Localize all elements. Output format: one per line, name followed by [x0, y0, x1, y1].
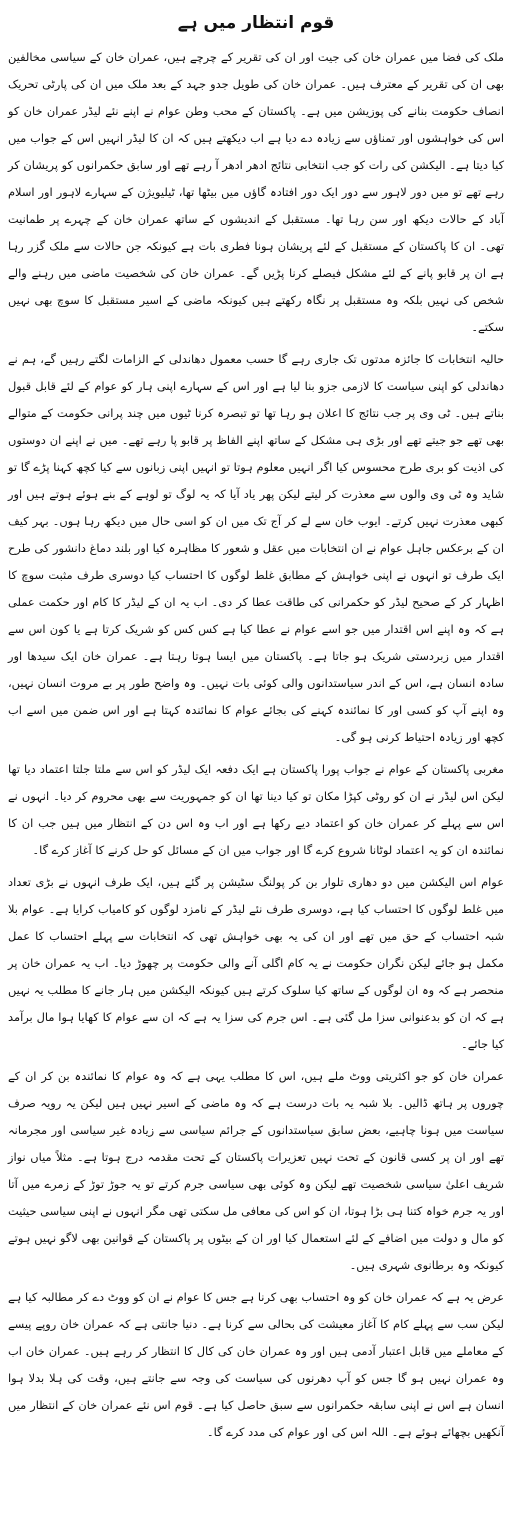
article-title: قوم انتظار میں ہے	[177, 13, 335, 33]
article-paragraph-2: حالیہ انتخابات کا جائزہ مدتوں تک جاری رہے گا حسب معمول دھاندلی کے الزامات لگتے رہیں گے، ہم نے دھاندلی کو اپنی سیاست کا لازمی جزو بنا لیا ہے اور اس کے سہارے اپنی ہار کو عوام کے لئے قابل قبول بناتے ہیں۔ ٹی وی پر جب نتائج کا اعلان ہو رہا تھا تو تبصرہ کرنا ٹیوں میں چند پرانی حکومت کے متوالے بھی تھے جو جیتے تھے اور بڑی ہی مشکل کے ساتھ اپنے الفاظ پر قابو پا رہے تھے۔ میں نے اپنے ان دوستوں کی اذیت کو بری طرح محسوس کیا اگر انہیں معلوم ہوتا تو انہیں اپنی زبانوں سے کیا کچھ کہنا پڑے گا تو شاید وہ ٹی وی والوں سے معذرت کر لیتے لیکن پھر یاد آیا کہ یہ لوگ تو لوہے کے بنے ہوئے ہوتے ہیں اور کبھی معذرت نہیں کرتے۔ ایوب خان سے لے کر آج تک میں ان کو اسی حال میں دیکھ رہا ہوں۔ بہر کیف ان کے برعکس جاہل عوام نے ان انتخابات میں عقل و شعور کا مظاہرہ کیا اور بلند دماغ دانشور کی طرح ایک طرف تو انہوں نے اپنی خواہش کے مطابق غلط لوگوں کا احتساب کیا دوسری طرف مثبت سوچ کا اظہار کر کے صحیح لیڈر کو حکمرانی کی طاقت عطا کر دی۔ اب یہ ان کے لیڈر کا کام اور حکمت عملی ہے کہ وہ اپنے اس اقتدار میں جو اسے عوام نے عطا کیا ہے کس کس کو شریک کرتا ہے یا کون اس سے اقتدار میں زبردستی شریک ہو جاتا ہے۔ پاکستان میں ایسا ہوتا رہتا ہے۔ عمران خان ایک سیدھا اور سادہ انسان ہے، اس کے اندر سیاستدانوں والی کوئی بات نہیں۔ وہ واضح طور پر بے مروت انسان نہیں، وہ اپنے آپ کو کسی اور کا نمائندہ کہنے کی بجائے عوام کا نمائندہ کہتا ہے اور اس ضمن میں اسے اب کچھ اور زیادہ احتیاط کرنی ہو گی۔	[8, 352, 504, 744]
article-paragraph-1: ملک کی فضا میں عمران خان کی جیت اور ان کی تقریر کے چرچے ہیں، عمران خان کے سیاسی مخالفین بھی ان کی تقریر کے معترف ہیں۔ عمران خان کی طویل جدو جہد کے بعد ملک میں ان کی پارٹی تحریک انصاف حکومت بنانے کی پوزیشن میں ہے۔ پاکستان کے محب وطن عوام نے اپنے نئے لیڈر عمران خان کو اس کی خواہشوں اور تمناؤں سے زیادہ دے دیا ہے اب دیکھتے ہیں کہ ان کا لیڈر انہیں اس کے جواب میں کیا دیتا ہے۔ الیکشن کی رات کو جب انتخابی نتائج ادھر ادھر آ رہے تھے اور سابق حکمرانوں کو پریشان کر رہے تھے تو میں دور لاہور سے دور ایک دور افتادہ گاؤں میں بیٹھا تھا، ٹیلیویژن کے سہارے لاہور اور اسلام آباد کے حالات دیکھ اور سن رہا تھا۔ مستقبل کے اندیشوں کے ساتھ عمران خان کے چہرے پر طمانیت تھی۔ ان کا پاکستان کے مستقبل کے لئے پریشان ہونا فطری بات ہے کیونکہ جن حالات سے ملک گزر رہا ہے ان پر قابو پانے کے لئے مشکل فیصلے کرنا پڑیں گے۔ عمران خان کی شخصیت ماضی میں رہنے والے شخص کی نہیں بلکہ وہ مستقبل پر نگاہ رکھتے ہیں کیونکہ ماضی کے اسیر مستقبل کا سوچ بھی نہیں سکتے۔	[8, 50, 504, 334]
article-paragraph-4: عوام اس الیکشن میں دو دھاری تلوار بن کر پولنگ سٹیشن پر گئے ہیں، ایک طرف انہوں نے بڑی تعداد میں غلط لوگوں کا احتساب کیا ہے، دوسری طرف نئے لیڈر کے نامزد لوگوں کو کامیاب کرایا ہے۔ عوام بلا شبہ احتساب کے حق میں تھے اور ان کی یہ بھی خواہش تھی کہ انتخابات سے پہلے احتساب کا عمل مکمل ہو جائے لیکن نگران حکومت نے یہ کام اگلی آنے والی حکومت پر چھوڑ دیا۔ اب یہ عمران خان پر منحصر ہے کہ وہ ان لوگوں کے ساتھ کیا سلوک کرتے ہیں کیونکہ الیکشن میں ہار جانے کا مطلب یہ نہیں ہے کہ ان کو بدعنوانی سزا مل گئی ہے۔ اس جرم کی سزا یہ ہے کہ ان سے عوام کا کھایا ہوا مال برآمد کیا جائے۔	[8, 875, 504, 1051]
article-paragraph-3: مغربی پاکستان کے عوام نے جواب پورا پاکستان ہے ایک دفعہ ایک لیڈر کو اس سے ملتا جلتا اعتماد دیا تھا لیکن اس لیڈر نے ان کو روٹی کپڑا مکان تو کیا دینا تھا ان کو جمہوریت سے بھی محروم کر دیا۔ انہوں نے اس سے پہلے کر عمران خان کو اعتماد دیے رکھا ہے اور اب وہ اس دن کے انتظار میں ہیں جب ان کا نمائندہ ان کو یہ اعتماد لوٹانا شروع کرے گا اور جواب میں ان کے مسائل کو حل کرنے کا آغاز کرے گا۔	[8, 762, 504, 857]
article-paragraph-6: عرض یہ ہے کہ عمران خان کو وہ احتساب بھی کرنا ہے جس کا عوام نے ان کو ووٹ دے کر مطالبہ کیا ہے لیکن سب سے پہلے کام کا آغاز معیشت کی بحالی سے کرنا ہے۔ دنیا جانتی ہے کہ عمران خان روپے پیسے کے معاملے میں قابل اعتبار آدمی ہیں اور وہ عمران خان کی کال کا انتظار کر رہے ہیں۔ عمران خان اب وہ عمران نہیں ہو گا جس کو آپ دھرنوں کی سیاست کی وجہ سے جانتے ہیں، وقت کی ہلا بدلا ہوا انسان ہے اس نے اپنی سابقہ حکمرانوں سے سبق حاصل کیا ہے۔ قوم اس نئے عمران خان کے انتظار میں آنکھیں بچھائے ہوئے ہے۔ اللہ اس کی اور عوام کی مدد کرے گا۔	[8, 1290, 504, 1439]
article-paragraph-5: عمران خان کو جو اکثریتی ووٹ ملے ہیں، اس کا مطلب یہی ہے کہ وہ عوام کا نمائندہ بن کر ان کے چوروں پر ہاتھ ڈالیں۔ بلا شبہ یہ بات درست ہے کہ وہ ماضی کے اسیر نہیں ہیں لیکن یہ رویہ صرف سیاست میں ہونا چاہیے، بعض سابق سیاستدانوں کے جرائم سیاسی سے زیادہ غیر سیاسی اور مجرمانہ تھے اور ان پر کسی قانون کے تحت نہیں تعزیرات پاکستان کے تحت مقدمہ درج ہوتا ہے۔ مثلاً میاں نواز شریف اعلیٰ سیاسی شخصیت تھے لیکن وہ کوئی بھی سیاسی جرم کرتے تو یہ جوڑ توڑ کے زمرے میں آتا اور یہ جرم خواہ کتنا ہی بڑا ہوتا، ان کو اس کی معافی مل سکتی تھی مگر انہوں نے اپنی سیاسی حیثیت کو مال و دولت میں اضافے کے لئے استعمال کیا اور ان کے بیٹوں پر پاکستان کے قوانین بھی لاگو نہیں ہوتے کیونکہ وہ برطانوی شہری ہیں۔	[8, 1069, 504, 1272]
